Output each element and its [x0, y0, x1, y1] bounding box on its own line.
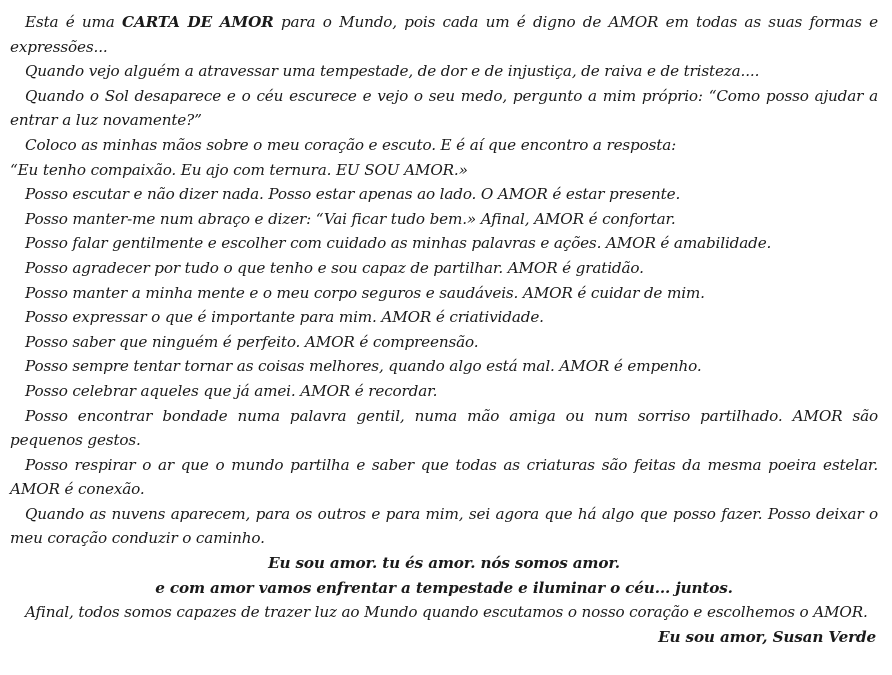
paragraph-sun: Quando o Sol desaparece e o céu escurece e vejo o seu medo, pergunto a mim próprio: “Como posso ajudar a entrar a luz novamente?”: [10, 86, 878, 130]
refrain-line-2: e com amor vamos enfrentar a tempestade e iluminar o céu... juntos.: [155, 578, 733, 597]
signature: Eu sou amor, Susan Verde: [658, 627, 876, 646]
intro-emphasis: CARTA DE AMOR: [122, 13, 274, 31]
statement-gratitude: Posso agradecer por tudo o que tenho e sou capaz de partilhar. AMOR é gratidão.: [25, 258, 644, 277]
paragraph-storm: Quando vejo alguém a atravessar uma tempestade, de dor e de injustiça, de raiva e de tristeza....: [25, 62, 760, 81]
refrain-line-1: Eu sou amor. tu és amor. nós somos amor.: [268, 554, 620, 573]
statement-heart-path: Quando as nuvens aparecem, para os outros e para mim, sei agora que há algo que posso fazer. Posso deixar o meu coração conduzir o caminho.: [10, 504, 878, 548]
statement-gestures: Posso encontrar bondade numa palavra gentil, numa mão amiga ou num sorriso partilhado. AMOR são pequenos gestos.: [10, 406, 878, 450]
statement-self-care: Posso manter a minha mente e o meu corpo seguros e saudáveis. AMOR é cuidar de mim.: [25, 283, 705, 302]
closing-line: Afinal, todos somos capazes de trazer luz ao Mundo quando escutamos o nosso coração e escolhemos o AMOR.: [25, 603, 868, 622]
statement-listen: Posso escutar e não dizer nada. Posso estar apenas ao lado. O AMOR é estar presente.: [25, 185, 681, 204]
statement-hug: Posso manter-me num abraço e dizer: “Vai ficar tudo bem.» Afinal, AMOR é confortar.: [25, 209, 676, 228]
statement-creativity: Posso expressar o que é importante para mim. AMOR é criatividade.: [25, 308, 544, 327]
answer-line: “Eu tenho compaixão. Eu ajo com ternura. EU SOU AMOR.»: [10, 160, 468, 179]
intro-rest: para o Mundo, pois cada um é digno de AMOR em todas as suas formas e expressões...: [10, 13, 878, 56]
paragraph-heart: Coloco as minhas mãos sobre o meu coração e escuto. E é aí que encontro a resposta:: [25, 135, 677, 154]
statement-commitment: Posso sempre tentar tornar as coisas melhores, quando algo está mal. AMOR é empenho.: [25, 357, 702, 376]
statement-remember: Posso celebrar aqueles que já amei. AMOR é recordar.: [25, 381, 438, 400]
intro-lead: Esta é uma: [25, 13, 123, 31]
statement-connection: Posso respirar o ar que o mundo partilha e saber que todas as criaturas são feitas da mesma poeira estelar. AMOR é conexão.: [10, 455, 878, 499]
statement-kindness: Posso falar gentilmente e escolher com cuidado as minhas palavras e ações. AMOR é amabilidade.: [25, 234, 772, 253]
intro-paragraph: [10, 10, 878, 59]
statement-understanding: Posso saber que ninguém é perfeito. AMOR é compreensão.: [25, 332, 479, 351]
